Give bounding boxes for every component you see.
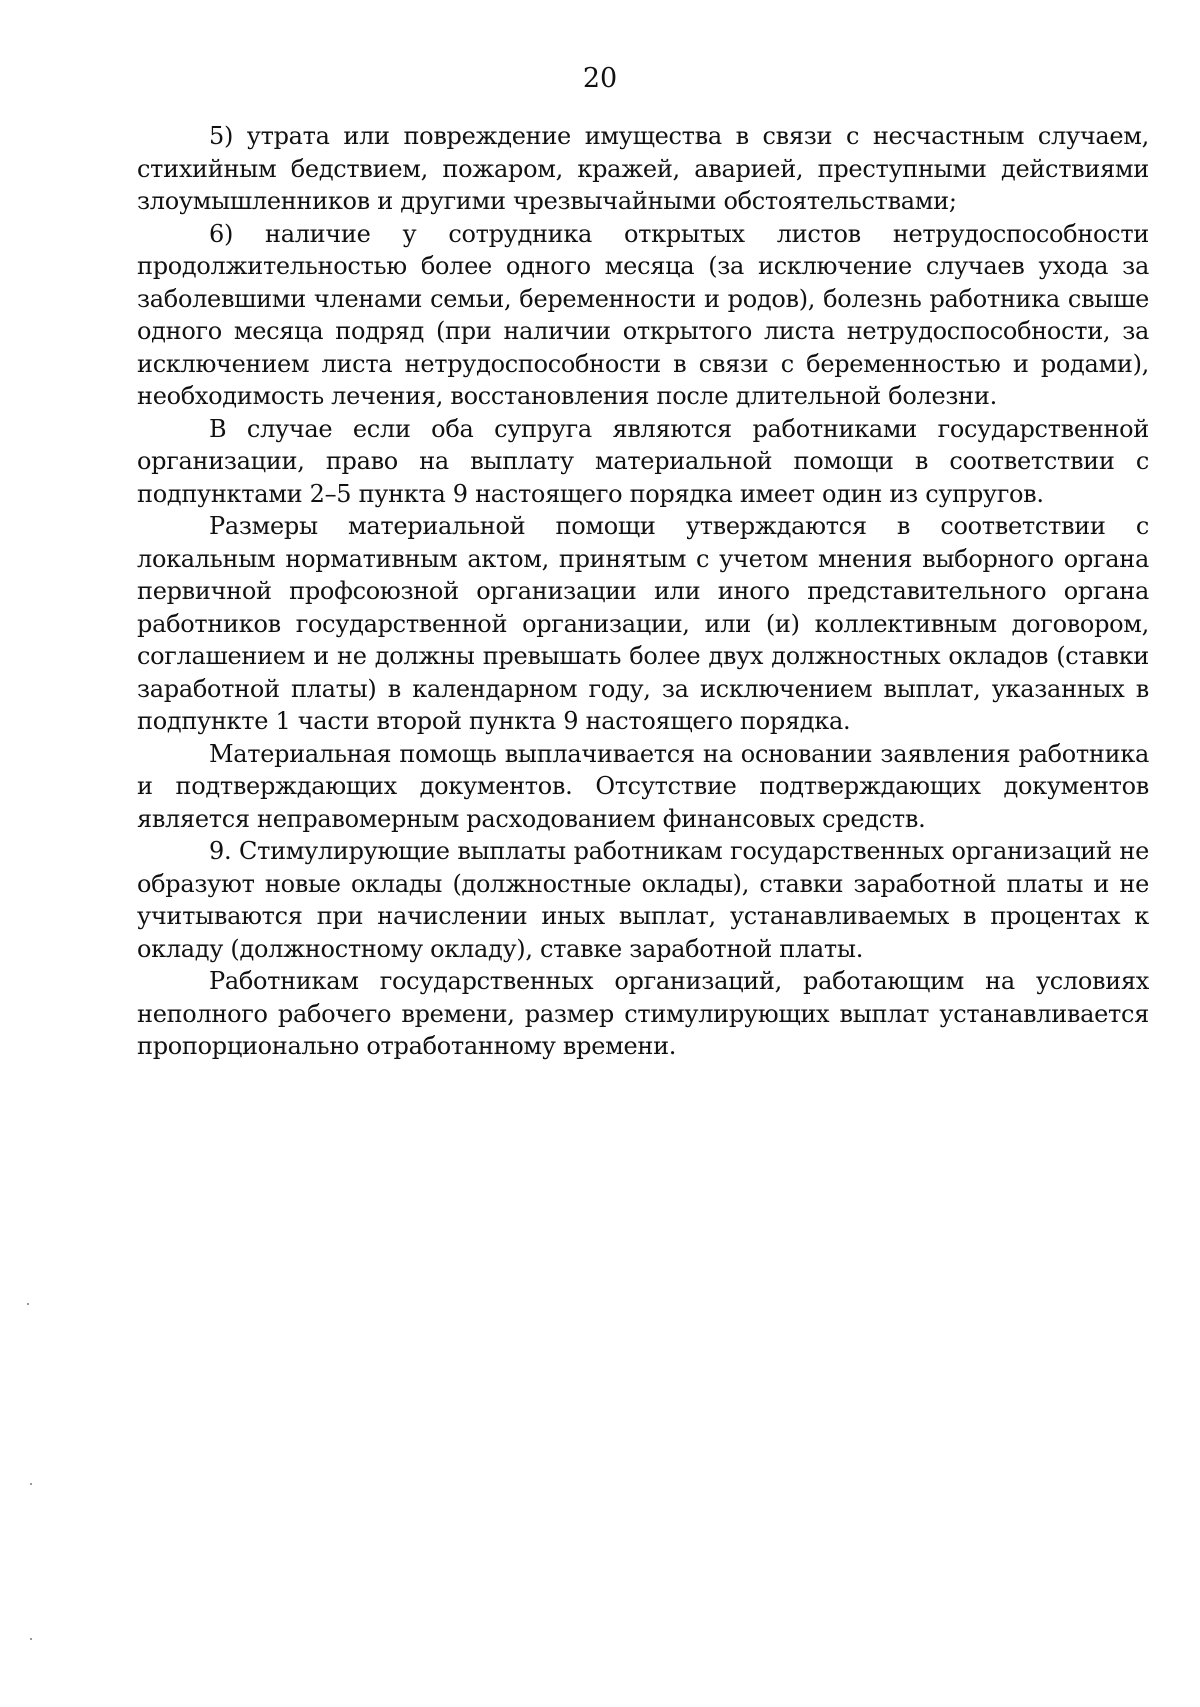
paragraph-spouses-rule: В случае если оба супруга являются работниками государственной организации, право на выплату материальной помощи в соответствии с подпунктами 2–5 пункта 9 настоящего порядка имеет один из супругов. (137, 414, 1149, 508)
scan-speck (27, 1303, 29, 1305)
document-body (137, 120, 1149, 1063)
page-number: 20 (582, 63, 618, 94)
paragraph-aid-amounts: Размеры материальной помощи утверждаются в соответствии с локальным нормативным актом, принятым с учетом мнения выборного органа первичной профсоюзной организации или иного представительного органа работников государственной организации, или (и) коллективным договором, соглашением и не должны превышать более двух должностных окладов (ставки заработной платы) в календарном году, за исключением выплат, указанных в подпункте 1 части второй пункта 9 настоящего порядка. (137, 512, 1149, 735)
scan-speck (30, 1638, 32, 1640)
paragraph-item-5-property-loss: 5) утрата или повреждение имущества в связи с несчастным случаем, стихийным бедствием, пожаром, кражей, аварией, преступными действиями злоумышленников и другими чрезвычайными обстоятельствами; (137, 122, 1149, 215)
paragraph-aid-payment-basis: Материальная помощь выплачивается на основании заявления работника и подтверждающих документов. Отсутствие подтверждающих документов является неправомерным расходованием финансовых средств. (137, 739, 1149, 833)
paragraph-item-6-sick-leave: 6) наличие у сотрудника открытых листов нетрудоспособности продолжительностью более одного месяца (за исключение случаев ухода за заболевшими членами семьи, беременности и родов), болезнь работника свыше одного месяца подряд (при наличии открытого листа нетрудоспособности, за исключением листа нетрудоспособности в связи с беременностью и родами), необходимость лечения, восстановления после длительной болезни. (137, 219, 1149, 410)
scan-speck (30, 1483, 32, 1485)
paragraph-clause-9-incentive-payments: 9. Стимулирующие выплаты работникам государственных организаций не образуют новые оклады (должностные оклады), ставки заработной платы и не учитываются при начислении иных выплат, устанавливаемых в процентах к окладу (должностному окладу), ставке заработной платы. (137, 837, 1149, 963)
paragraph-part-time-workers: Работникам государственных организаций, работающим на условиях неполного рабочего времени, размер стимулирующих выплат устанавливается пропорционально отработанному времени. (137, 967, 1149, 1060)
